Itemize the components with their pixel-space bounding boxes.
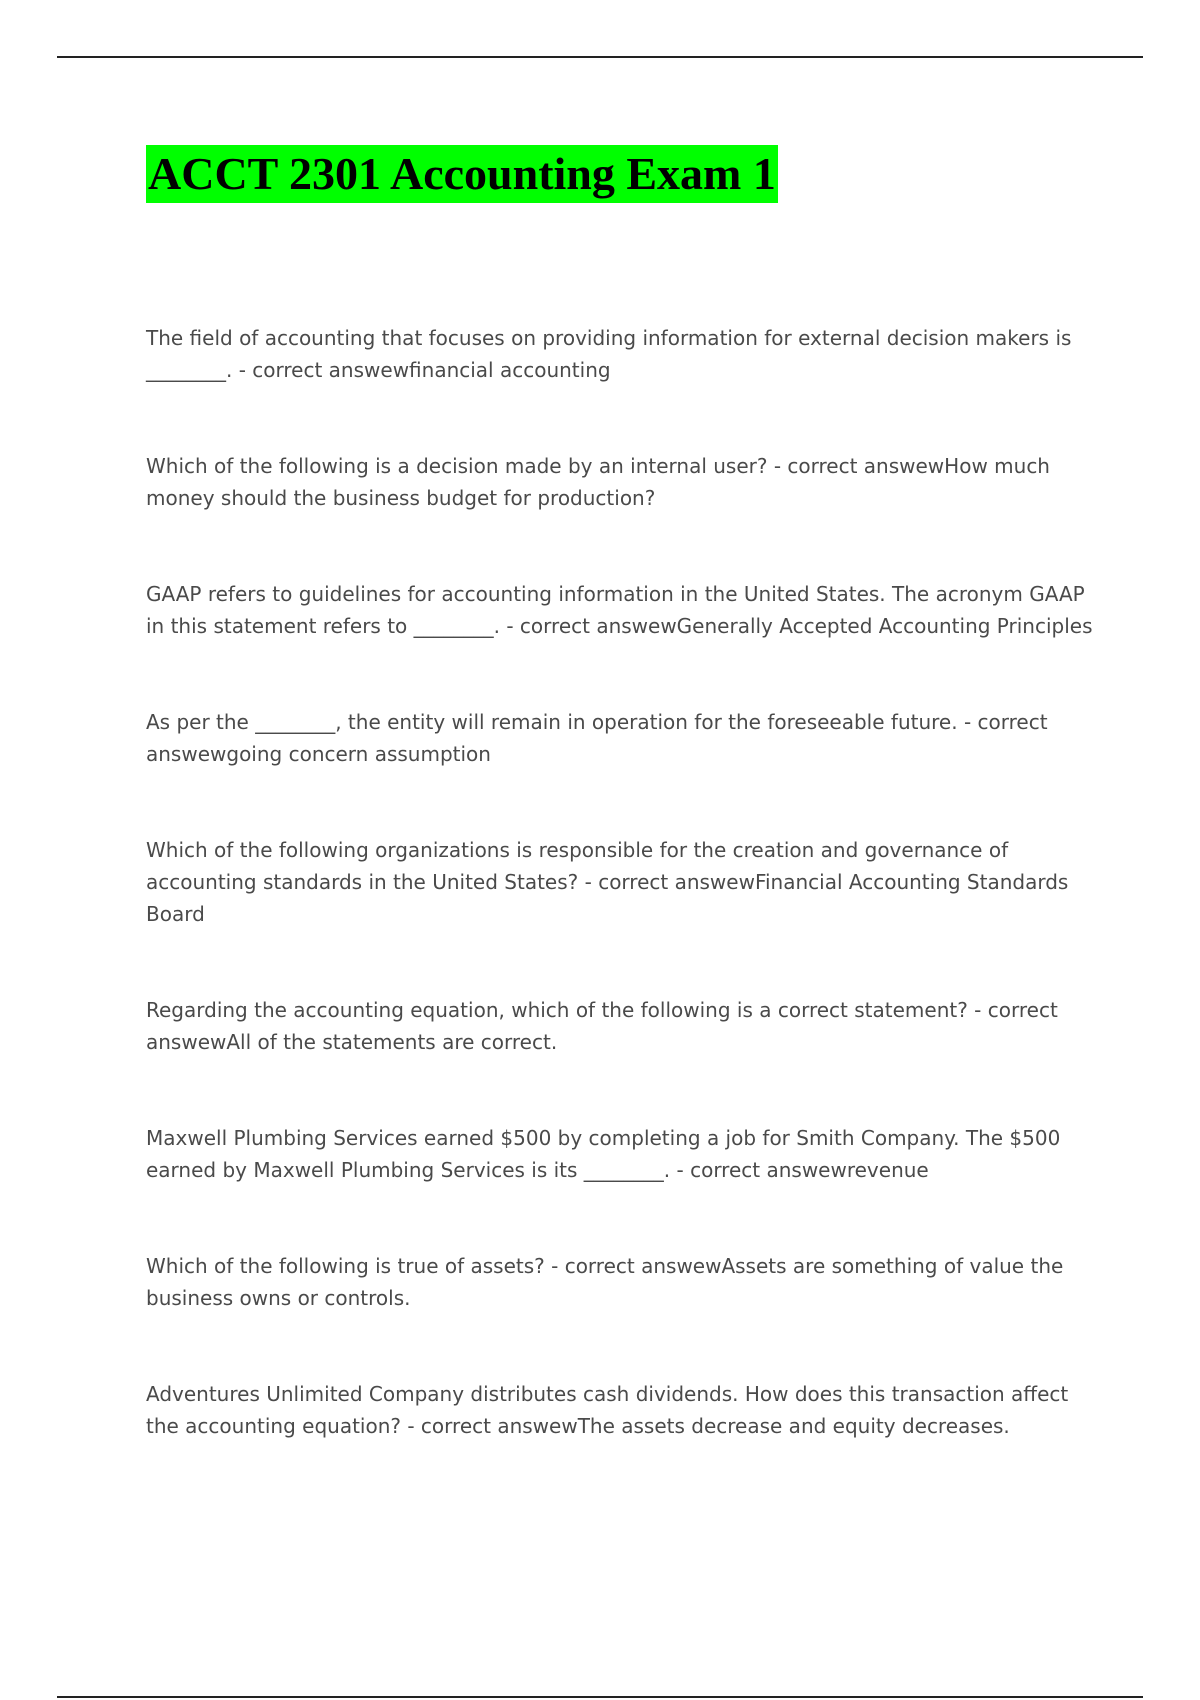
- question-item: Which of the following organizations is responsible for the creation and governance of accounting standards in the United States? - correct answewFinancial Accounting Standards Board: [146, 838, 1069, 926]
- page-title: ACCT 2301 Accounting Exam 1: [146, 145, 778, 203]
- question-item: Which of the following is true of assets? - correct answewAssets are something of value the business owns or controls.: [146, 1254, 1064, 1310]
- question-item: As per the ________, the entity will remain in operation for the foreseeable future. - correct answewgoing concern assumption: [146, 710, 1048, 766]
- title-block: [146, 145, 778, 203]
- question-item: Adventures Unlimited Company distributes cash dividends. How does this transaction affect the accounting equation? - correct answewThe assets decrease and equity decreases.: [146, 1382, 1069, 1438]
- question-item: Maxwell Plumbing Services earned $500 by completing a job for Smith Company. The $500 earned by Maxwell Plumbing Services is its ________. - correct answewrevenue: [146, 1126, 1061, 1182]
- header-rule: [57, 56, 1143, 58]
- question-item: Which of the following is a decision made by an internal user? - correct answewHow much money should the business budget for production?: [146, 454, 1050, 510]
- question-item: Regarding the accounting equation, which of the following is a correct statement? - correct answewAll of the statements are correct.: [146, 998, 1058, 1054]
- question-item: GAAP refers to guidelines for accounting information in the United States. The acronym GAAP in this statement refers to ________. - correct answewGenerally Accepted Accounting Principles: [146, 582, 1093, 638]
- footer-rule: [57, 1696, 1143, 1698]
- question-list: [146, 322, 1096, 1506]
- question-item: The field of accounting that focuses on providing information for external decision makers is ________. - correct answewfinancial accounting: [146, 326, 1072, 382]
